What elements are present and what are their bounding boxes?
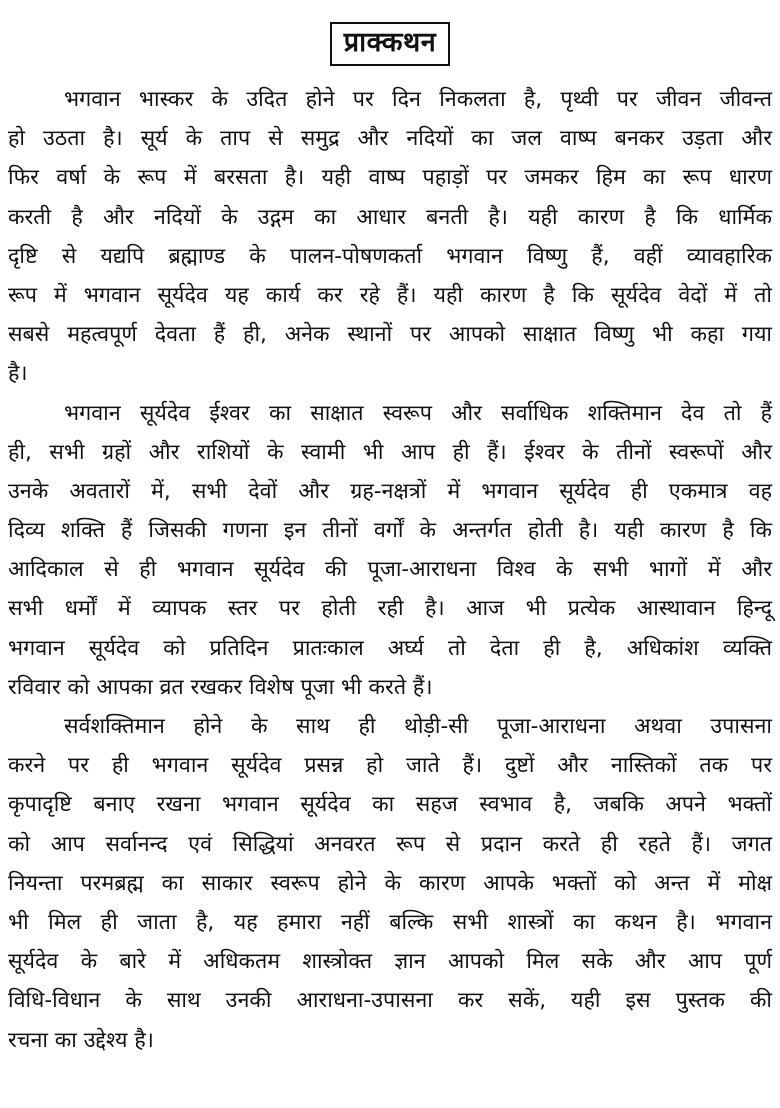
page-title: प्राक्कथन [330, 22, 451, 66]
text-line: करने पर ही भगवान सूर्यदेव प्रसन्न हो जाते हैं। दुष्टों और नास्तिकों तक पर [8, 753, 772, 779]
text-line: भी मिल ही जाता है, यह हमारा नहीं बल्कि सभी शास्त्रों का कथन है। भगवान [8, 909, 772, 935]
text-line: दिव्य शक्ति हैं जिसकी गणना इन तीनों वर्गों के अन्तर्गत होती है। यही कारण है कि [8, 518, 772, 544]
text-line: रचना का उद्देश्य है। [8, 1027, 154, 1053]
text-line: दृष्टि से यद्यपि ब्रह्माण्ड के पालन-पोषणकर्ता भगवान विष्णु हैं, वहीं व्यावहारिक [8, 243, 772, 269]
text-line: है। [8, 361, 28, 387]
text-line: आदिकाल से ही भगवान सूर्यदेव की पूजा-आराधना विश्व के सभी भागों में और [8, 557, 772, 583]
text-line: हो उठता है। सूर्य के ताप से समुद्र और नदियों का जल वाष्प बनकर उड़ता और [8, 126, 772, 152]
text-line: रूप में भगवान सूर्यदेव यह कार्य कर रहे हैं। यही कारण है कि सूर्यदेव वेदों में तो [8, 282, 772, 308]
text-line: सर्वशक्तिमान होने के साथ ही थोड़ी-सी पूजा-आराधना अथवा उपासना [64, 714, 772, 739]
text-line: रविवार को आपका व्रत रखकर विशेष पूजा भी करते हैं। [8, 674, 433, 700]
text-line: सभी धर्मों में व्यापक स्तर पर होती रही है। आज भी प्रत्येक आस्थावान हिन्दू [8, 596, 772, 622]
text-line: करती है और नदियों के उद्गम का आधार बनती है। यही कारण है कि धार्मिक [8, 204, 772, 230]
text-line: भगवान भास्कर के उदित होने पर दिन निकलता है, पृथ्वी पर जीवन जीवन्त [64, 87, 772, 112]
paragraph-2 [8, 394, 772, 708]
text-line: नियन्ता परमब्रह्म का साकार स्वरूप होने के कारण आपके भक्तों को अन्त में मोक्ष [8, 870, 772, 896]
paragraph-3 [8, 707, 772, 1060]
text-line: कृपादृष्टि बनाए रखना भगवान सूर्यदेव का सहज स्वभाव है, जबकि अपने भक्तों [8, 792, 772, 818]
body-text [8, 80, 772, 1060]
text-line: ही, सभी ग्रहों और राशियों के स्वामी भी आप ही हैं। ईश्वर के तीनों स्वरूपों और [8, 439, 772, 465]
text-line: उनके अवतारों में, सभी देवों और ग्रह-नक्षत्रों में भगवान सूर्यदेव ही एकमात्र वह [8, 478, 772, 504]
text-line: को आप सर्वानन्द एवं सिद्धियां अनवरत रूप से प्रदान करते ही रहते हैं। जगत [8, 831, 772, 857]
text-line: फिर वर्षा के रूप में बरसता है। यही वाष्प पहाड़ों पर जमकर हिम का रूप धारण [8, 165, 772, 191]
text-line: भगवान सूर्यदेव ईश्वर का साक्षात स्वरूप और सर्वाधिक शक्तिमान देव तो हैं [64, 400, 772, 426]
text-line: सबसे महत्वपूर्ण देवता हैं ही, अनेक स्थानों पर आपको साक्षात विष्णु भी कहा गया [8, 322, 772, 348]
text-line: विधि-विधान के साथ उनकी आराधना-उपासना कर सकें, यही इस पुस्तक की [8, 988, 772, 1014]
text-line: भगवान सूर्यदेव को प्रतिदिन प्रातःकाल अर्घ्य तो देता ही है, अधिकांश व्यक्ति [8, 635, 772, 661]
title-container [0, 22, 780, 66]
paragraph-1 [8, 80, 772, 394]
text-line: सूर्यदेव के बारे में अधिकतम शास्त्रोक्त ज्ञान आपको मिल सके और आप पूर्ण [8, 949, 772, 975]
